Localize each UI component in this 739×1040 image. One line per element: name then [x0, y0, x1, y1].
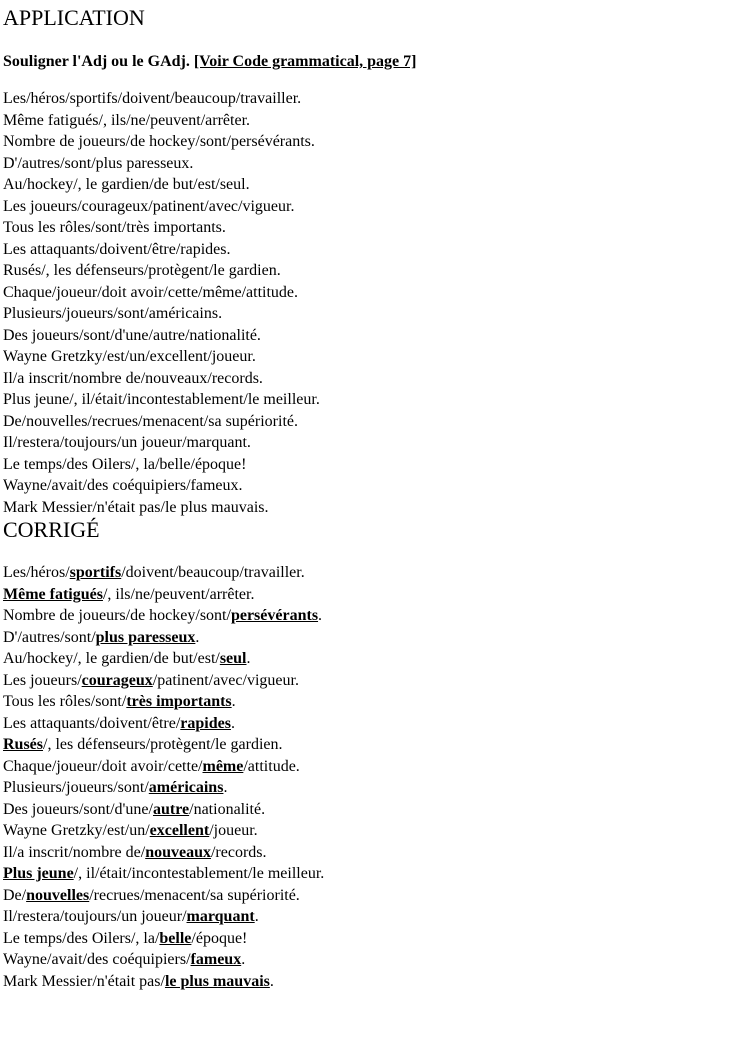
- sentence-fragment: .: [269, 972, 274, 990]
- sentence-fragment: .: [246, 650, 251, 667]
- sentence-fragment: .: [318, 607, 323, 624]
- sentence-fragment: /époque!: [191, 929, 248, 947]
- sentence-fragment: Les joueurs/: [3, 671, 82, 689]
- underlined-adjective: nouveaux: [145, 843, 211, 861]
- corrige-sentence: [3, 842, 733, 864]
- corrige-sentence: [3, 971, 733, 993]
- sentence-fragment: Il/restera/toujours/un joueur/: [3, 908, 187, 925]
- sentence-fragment: /nationalité.: [189, 800, 266, 818]
- sentence-fragment: /joueur.: [209, 822, 258, 839]
- underlined-adjective: très importants: [126, 693, 232, 710]
- corrige-sentence: [3, 713, 733, 735]
- sentence-fragment: Des joueurs/sont/d'une/: [3, 800, 153, 818]
- application-sentence: Rusés/, les défenseurs/protègent/le gardien.: [3, 262, 281, 279]
- underlined-adjective: sportifs: [69, 564, 122, 581]
- underlined-adjective: le plus mauvais: [164, 972, 270, 990]
- corrige-sentence: [3, 799, 733, 821]
- sentence-fragment: Les/héros/: [3, 564, 70, 581]
- application-sentence: Wayne Gretzky/est/un/excellent/joueur.: [3, 348, 256, 365]
- document-page: [3, 6, 733, 992]
- underlined-adjective: fameux: [190, 951, 242, 968]
- application-sentence: Les/héros/sportifs/doivent/beaucoup/travailler.: [3, 90, 302, 107]
- corrige-sentence: [3, 928, 733, 950]
- sentence-fragment: D'/autres/sont/: [3, 628, 96, 646]
- underlined-adjective: américains: [148, 779, 224, 796]
- application-sentence: Tous les rôles/sont/très importants.: [3, 219, 226, 236]
- corrige-sentence: [3, 605, 733, 627]
- application-sentence: Plusieurs/joueurs/sont/américains.: [3, 305, 223, 322]
- application-sentence: Mark Messier/n'était pas/le plus mauvais.: [3, 498, 269, 516]
- sentence-fragment: Wayne/avait/des coéquipiers/: [3, 951, 191, 968]
- sentence-fragment: Plusieurs/joueurs/sont/: [3, 779, 149, 796]
- sentence-fragment: .: [241, 951, 246, 968]
- corrige-sentence: [3, 949, 733, 971]
- sentence-fragment: Mark Messier/n'était pas/: [3, 972, 165, 990]
- sentence-fragment: Tous les rôles/sont/: [3, 693, 127, 710]
- sentence-fragment: Wayne Gretzky/est/un/: [3, 822, 150, 839]
- corrige-sentence: [3, 627, 733, 649]
- application-sentence-list: [3, 88, 733, 518]
- sentence-fragment: .: [231, 693, 236, 710]
- corrige-sentence-list: [3, 562, 733, 992]
- sentence-fragment: De/: [3, 886, 27, 904]
- application-sentence: Chaque/joueur/doit avoir/cette/même/attitude.: [3, 283, 299, 301]
- application-sentence: Les joueurs/courageux/patinent/avec/vigueur.: [3, 197, 295, 215]
- sentence-fragment: /attitude.: [243, 757, 300, 775]
- underlined-adjective: même: [202, 757, 244, 775]
- corrige-sentence: [3, 648, 733, 670]
- application-sentence: Au/hockey/, le gardien/de but/est/seul.: [3, 176, 250, 193]
- underlined-adjective: persévérants: [230, 607, 319, 624]
- sentence-fragment: Il/a inscrit/nombre de/: [3, 843, 146, 861]
- corrige-sentence: [3, 691, 733, 713]
- sentence-fragment: /patinent/avec/vigueur.: [152, 671, 299, 689]
- corrige-sentence: [3, 820, 733, 842]
- corrige-sentence: [3, 584, 733, 606]
- underlined-adjective: Même fatigués: [3, 585, 103, 603]
- corrige-title: CORRIGÉ: [3, 517, 100, 542]
- sentence-fragment: /records.: [210, 843, 267, 861]
- sentence-fragment: .: [254, 908, 259, 925]
- application-sentence: Il/restera/toujours/un joueur/marquant.: [3, 434, 251, 451]
- underlined-adjective: plus paresseux: [95, 628, 196, 646]
- corrige-sentence: [3, 562, 733, 584]
- application-sentence: Même fatigués/, ils/ne/peuvent/arrêter.: [3, 111, 251, 129]
- application-sentence: D'/autres/sont/plus paresseux.: [3, 154, 194, 172]
- sentence-fragment: /, ils/ne/peuvent/arrêter.: [102, 585, 255, 603]
- underlined-adjective: autre: [152, 800, 190, 818]
- underlined-adjective: excellent: [149, 822, 210, 839]
- underlined-adjective: Rusés: [3, 736, 44, 753]
- sentence-fragment: Les attaquants/doivent/être/: [3, 714, 181, 732]
- application-sentence: Les attaquants/doivent/être/rapides.: [3, 240, 231, 258]
- sentence-fragment: .: [230, 714, 235, 732]
- sentence-fragment: /, il/était/incontestablement/le meilleur.: [73, 865, 325, 882]
- application-sentence: Il/a inscrit/nombre de/nouveaux/records.: [3, 369, 263, 387]
- sentence-fragment: .: [195, 628, 200, 646]
- application-sentence: De/nouvelles/recrues/menacent/sa supériorité.: [3, 412, 298, 430]
- underlined-adjective: belle: [159, 929, 192, 947]
- sentence-fragment: /, les défenseurs/protègent/le gardien.: [43, 736, 283, 753]
- sentence-fragment: /recrues/menacent/sa supériorité.: [89, 886, 300, 904]
- sentence-fragment: Le temps/des Oilers/, la/: [3, 929, 160, 947]
- sentence-fragment: Au/hockey/, le gardien/de but/est/: [3, 650, 220, 667]
- application-sentence: Nombre de joueurs/de hockey/sont/persévérants.: [3, 133, 315, 150]
- underlined-adjective: Plus jeune: [3, 865, 74, 882]
- corrige-sentence: [3, 777, 733, 799]
- corrige-sentence: [3, 885, 733, 907]
- underlined-adjective: marquant: [186, 908, 255, 925]
- corrige-sentence: [3, 906, 733, 928]
- underlined-adjective: rapides: [180, 714, 231, 732]
- application-sentence: Wayne/avait/des coéquipiers/fameux.: [3, 477, 243, 494]
- sentence-fragment: /doivent/beaucoup/travailler.: [121, 564, 305, 581]
- application-sentence: Plus jeune/, il/était/incontestablement/le meilleur.: [3, 391, 320, 408]
- underlined-adjective: courageux: [81, 671, 153, 689]
- application-sentence: Le temps/des Oilers/, la/belle/époque!: [3, 455, 247, 473]
- sentence-fragment: .: [223, 779, 228, 796]
- underlined-adjective: seul: [219, 650, 247, 667]
- sentence-fragment: Nombre de joueurs/de hockey/sont/: [3, 607, 231, 624]
- corrige-sentence: [3, 863, 733, 885]
- sentence-fragment: Chaque/joueur/doit avoir/cette/: [3, 757, 203, 775]
- application-sentence: Des joueurs/sont/d'une/autre/nationalité.: [3, 326, 261, 344]
- instruction-line: [3, 52, 733, 72]
- grammar-code-reference: [Voir Code grammatical, page 7]: [193, 53, 417, 70]
- underlined-adjective: nouvelles: [26, 886, 90, 904]
- corrige-sentence: [3, 756, 733, 778]
- application-title: APPLICATION: [3, 5, 145, 30]
- instruction-text: Souligner l'Adj ou le GAdj.: [3, 53, 194, 70]
- corrige-sentence: [3, 734, 733, 756]
- corrige-sentence: [3, 670, 733, 692]
